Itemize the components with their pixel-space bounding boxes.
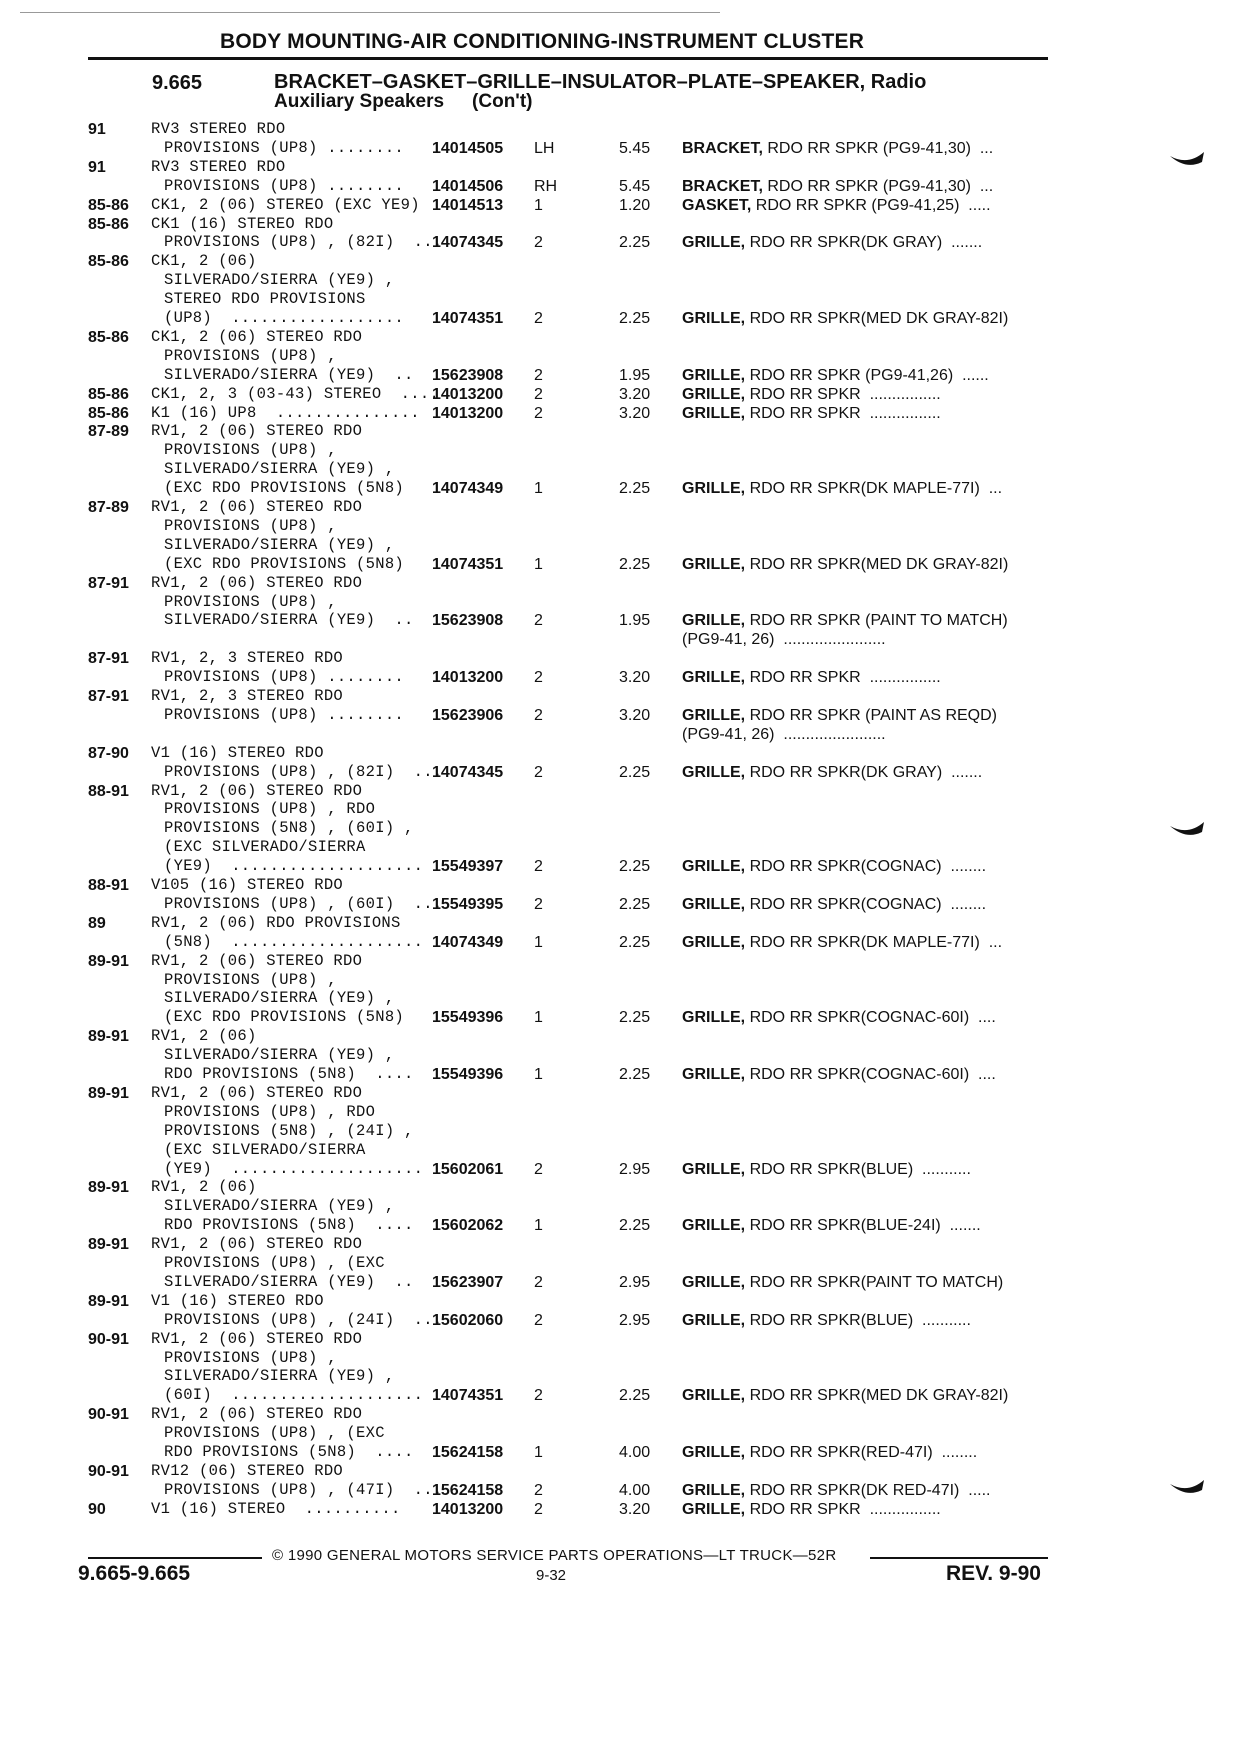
year-cell: 87-89 [88,423,129,441]
quantity-cell: 1 [534,1009,543,1027]
part-description-text: RDO RR SPKR(COGNAC-60I) .... [749,1066,996,1083]
year-cell: 88-91 [88,877,129,894]
part-description-text: RDO RR SPKR(MED DK GRAY-82I) [749,1387,1009,1405]
part-description-text: RDO RR SPKR (PAINT TO MATCH) [749,612,1008,630]
description-cell: RDO PROVISIONS (5N8) .... [164,1065,414,1083]
year-cell: 85-86 [88,385,129,403]
part-number-cell: 14014513 [432,196,504,214]
part-type-label: GRILLE, [682,669,746,687]
part-type-label: GASKET, [682,196,752,214]
part-name-cell [682,385,941,404]
part-description-text: RDO RR SPKR(BLUE) ........... [749,1311,971,1329]
price-cell: 5.45 [619,177,651,195]
part-number-cell: 14074349 [432,933,504,951]
quantity-cell: 2 [534,612,543,630]
description-cell: PROVISIONS (UP8) ........ [164,176,405,195]
page-header: BODY MOUNTING-AIR CONDITIONING-INSTRUMENT CLUSTER [220,30,865,53]
part-name-cell [682,706,997,725]
part-description-text: RDO RR SPKR(RED-47I) ........ [749,1444,978,1461]
page-number: 9-32 [536,1567,567,1584]
description-cell: RV1, 2, 3 STEREO RDO [151,687,344,705]
year-cell: 91 [88,158,106,176]
price-cell: 1.20 [619,196,651,214]
price-cell: 2.25 [619,1217,651,1235]
description-cell: (UP8) .................. [164,309,405,327]
part-type-label: GRILLE, [682,858,746,876]
part-type-label: GRILLE, [682,234,746,252]
year-cell: 89-91 [88,1028,129,1046]
description-cell: (YE9) .................... [164,1159,424,1178]
year-cell: 91 [88,121,106,138]
price-cell: 2.25 [619,310,651,327]
part-name-cell [682,309,1008,328]
part-type-label: GRILLE, [682,310,746,327]
price-cell: 3.20 [619,669,651,687]
description-cell: RV1, 2 (06) STEREO RDO [151,1405,363,1424]
part-type-label: GRILLE, [682,895,746,913]
part-type-label: GRILLE, [682,1160,746,1178]
description-cell: STEREO RDO PROVISIONS [164,290,366,309]
description-cell: RDO PROVISIONS (5N8) .... [164,1216,414,1235]
description-cell: PROVISIONS (UP8) , (82I) ... [164,762,443,781]
description-cell: PROVISIONS (UP8) , RDO [164,800,376,819]
description-cell: V1 (16) STEREO RDO [151,1291,324,1310]
price-cell: 2.95 [619,1160,651,1178]
price-cell: 4.00 [619,1481,651,1499]
price-cell: 2.25 [619,480,651,498]
year-cell: 85-86 [88,253,129,271]
part-description-text: RDO RR SPKR (PG9-41,30) ... [767,177,994,195]
part-name-cell [682,611,1008,630]
part-type-label: GRILLE, [682,933,746,951]
description-cell: K1 (16) UP8 ............... [151,403,420,422]
description-cell: SILVERADO/SIERRA (YE9) , [164,1046,395,1065]
description-cell: SILVERADO/SIERRA (YE9) , [164,1197,395,1216]
year-cell: 85-86 [88,404,129,422]
quantity-cell: 1 [534,1066,543,1083]
quantity-cell: 2 [534,1500,543,1518]
price-cell: 5.45 [619,139,651,157]
description-cell: PROVISIONS (UP8) , [164,592,337,611]
quantity-cell: LH [534,139,555,157]
price-cell: 2.95 [619,1311,651,1329]
part-description-text: RDO RR SPKR(DK GRAY) ....... [749,234,983,252]
quantity-cell: 2 [534,1481,543,1499]
description-cell: V1 (16) STEREO RDO [151,743,324,762]
description-cell: PROVISIONS (5N8) , (60I) , [164,819,414,838]
part-number-cell: 15549396 [432,1009,504,1027]
part-number-cell: 15624158 [432,1481,504,1499]
part-number-cell: 15549395 [432,895,504,913]
price-cell: 4.00 [619,1444,651,1461]
part-number-cell: 15623906 [432,706,504,724]
part-name-cell [682,1443,977,1462]
part-description-text: RDO RR SPKR(COGNAC) ........ [749,858,987,876]
description-cell: PROVISIONS (UP8) , [164,970,337,989]
description-cell: RV3 STEREO RDO [151,157,286,176]
quantity-cell: 1 [534,933,543,951]
part-description-text: RDO RR SPKR(DK MAPLE-77I) ... [749,933,1003,951]
part-type-label: BRACKET, [682,177,763,195]
part-description-text: RDO RR SPKR(DK GRAY) ....... [749,763,983,781]
quantity-cell: 2 [534,385,543,403]
part-type-label: GRILLE, [682,1217,746,1235]
year-cell: 89-91 [88,1292,129,1310]
description-cell: SILVERADO/SIERRA (YE9) , [164,989,395,1008]
part-description-text: RDO RR SPKR(BLUE) ........... [749,1160,971,1178]
part-name-cell [682,1481,990,1500]
footer-rule-right [870,1557,1048,1559]
quantity-cell: 2 [534,669,543,687]
part-name-cell [682,555,1008,574]
quantity-cell: 2 [534,234,543,252]
year-cell: 85-86 [88,328,129,346]
description-cell: (EXC RDO PROVISIONS (5N8) [164,479,405,498]
footer-rule-left [88,1557,262,1559]
description-cell: SILVERADO/SIERRA (YE9) .. [164,611,414,630]
part-name-cell [682,933,1002,952]
part-description-text: RDO RR SPKR (PAINT AS REQD) [749,706,998,724]
price-cell: 1.95 [619,612,651,630]
part-type-label: GRILLE, [682,612,746,630]
year-cell: 87-90 [88,744,129,762]
description-cell: PROVISIONS (UP8) , (EXC [164,1424,385,1443]
part-name-cell [682,404,941,423]
description-cell: (EXC RDO PROVISIONS (5N8) [164,1008,405,1027]
quantity-cell: 2 [534,404,543,422]
part-name-cell [682,857,986,876]
part-name-cell [682,196,991,215]
description-cell: V1 (16) STEREO .......... [151,1499,401,1518]
description-cell: SILVERADO/SIERRA (YE9) .. [164,365,414,384]
section-subtitle-text: Auxiliary Speakers [274,91,445,112]
description-cell: PROVISIONS (UP8) ........ [164,705,405,724]
description-cell: (60I) .................... [164,1386,424,1405]
description-cell: PROVISIONS (UP8) , (24I) ... [164,1310,443,1329]
year-cell: 90-91 [88,1406,129,1424]
part-number-cell: 15602062 [432,1217,504,1235]
part-description-text: RDO RR SPKR(MED DK GRAY-82I) [749,310,1009,327]
year-cell: 90 [88,1500,106,1518]
part-type-label: GRILLE, [682,1009,746,1027]
part-type-label: GRILLE, [682,1273,746,1291]
part-name-cell [682,1311,971,1330]
part-number-cell: 14074345 [432,234,504,252]
part-type-label: GRILLE, [682,385,746,403]
quantity-cell: 1 [534,1444,543,1461]
part-name-cell [682,668,941,687]
quantity-cell: 1 [534,480,543,498]
description-cell: PROVISIONS (UP8) , (82I) ... [164,233,443,252]
quantity-cell: 2 [534,858,543,876]
part-description-text: RDO RR SPKR ................ [749,1500,941,1518]
description-cell: RV1, 2 (06) STEREO RDO [151,498,363,516]
description-cell: RV1, 2 (06) STEREO RDO [151,951,363,970]
part-number-cell: 14014506 [432,177,504,195]
part-name-cell [682,479,1002,498]
description-cell: PROVISIONS (UP8) ........ [164,668,405,687]
price-cell: 2.25 [619,555,651,573]
part-type-label: BRACKET, [682,139,763,157]
quantity-cell: 1 [534,196,543,214]
price-cell: 2.25 [619,234,651,252]
part-number-cell: 14074351 [432,310,504,327]
part-type-label: GRILLE, [682,1444,746,1461]
part-number-cell: 15602060 [432,1311,504,1329]
part-description-text: RDO RR SPKR ................ [749,404,941,422]
part-description-text: RDO RR SPKR(DK RED-47I) ..... [749,1481,991,1499]
description-cell: PROVISIONS (5N8) , (24I) , [164,1121,414,1140]
description-cell: RV1, 2 (06) STEREO RDO [151,422,363,441]
description-cell: RV1, 2 (06) RDO PROVISIONS [151,913,401,932]
quantity-cell: 1 [534,555,543,573]
price-cell: 2.25 [619,763,651,781]
revision-label: REV. 9-90 [946,1562,1041,1585]
part-name-cell [682,233,982,252]
description-cell: PROVISIONS (UP8) ........ [164,138,405,157]
part-name-cell [682,1500,941,1519]
section-number: 9.665 [152,72,203,94]
quantity-cell: 2 [534,1387,543,1405]
description-cell: PROVISIONS (UP8) , (60I) ... [164,894,443,913]
part-name-cell [682,139,993,158]
description-cell: SILVERADO/SIERRA (YE9) .. [164,1272,414,1291]
price-cell: 2.25 [619,1009,651,1027]
quantity-cell: 1 [534,1217,543,1235]
part-description-text: (PG9-41, 26) ....................... [682,631,886,649]
description-cell: RV12 (06) STEREO RDO [151,1461,344,1480]
part-description-text: RDO RR SPKR(COGNAC-60I) .... [749,1009,996,1027]
quantity-cell: 2 [534,706,543,724]
part-description-text: (PG9-41, 26) ....................... [682,725,886,743]
part-type-label: GRILLE, [682,480,746,498]
price-cell: 2.25 [619,1066,651,1083]
description-cell: RV1, 2, 3 STEREO RDO [151,649,344,668]
quantity-cell: 2 [534,310,543,327]
quantity-cell: 2 [534,1273,543,1291]
copyright-notice: © 1990 GENERAL MOTORS SERVICE PARTS OPERATIONS—LT TRUCK—52R [272,1547,837,1564]
description-cell: RV1, 2 (06) STEREO RDO [151,1235,363,1254]
description-cell: SILVERADO/SIERRA (YE9) , [164,535,395,554]
price-cell: 3.20 [619,706,651,724]
part-number-cell: 14014505 [432,139,504,157]
price-cell: 2.25 [619,933,651,951]
part-name-cell [682,630,886,649]
part-type-label: GRILLE, [682,1387,746,1405]
description-cell: SILVERADO/SIERRA (YE9) , [164,271,395,290]
part-description-text: RDO RR SPKR (PG9-41,25) ..... [755,196,991,214]
price-cell: 2.25 [619,858,651,876]
description-cell: CK1, 2 (06) STEREO (EXC YE9) [151,195,420,214]
part-number-cell: 14013200 [432,404,504,422]
part-number-cell: 15623908 [432,366,504,384]
year-cell: 87-91 [88,688,129,705]
year-cell: 85-86 [88,215,129,233]
year-cell: 89-91 [88,1179,129,1197]
year-cell: 87-89 [88,499,129,516]
description-cell: SILVERADO/SIERRA (YE9) , [164,1367,395,1386]
description-cell: RV1, 2 (06) [151,1178,257,1197]
part-description-text: RDO RR SPKR (PG9-41,26) ...... [749,366,989,384]
part-description-text: RDO RR SPKR(COGNAC) ........ [749,895,987,913]
description-cell: (EXC RDO PROVISIONS (5N8) [164,554,405,573]
section-range: 9.665-9.665 [78,1562,191,1585]
description-cell: CK1, 2 (06) STEREO RDO [151,327,363,346]
price-cell: 2.95 [619,1273,651,1291]
part-type-label: GRILLE, [682,555,746,573]
year-cell: 85-86 [88,196,129,214]
year-cell: 87-91 [88,574,129,592]
description-cell: RV3 STEREO RDO [151,120,286,138]
part-type-label: GRILLE, [682,404,746,422]
part-type-label: GRILLE, [682,1311,746,1329]
description-cell: RV1, 2 (06) STEREO RDO [151,781,363,800]
description-cell: RV1, 2 (06) STEREO RDO [151,1083,363,1102]
part-number-cell: 14013200 [432,385,504,403]
description-cell: PROVISIONS (UP8) , [164,516,337,535]
year-cell: 88-91 [88,782,129,800]
part-name-cell [682,1160,971,1179]
year-cell: 89-91 [88,1236,129,1254]
part-number-cell: 14013200 [432,1500,504,1518]
description-cell: RDO PROVISIONS (5N8) .... [164,1443,414,1461]
description-cell: PROVISIONS (UP8) , RDO [164,1102,376,1121]
description-cell: SILVERADO/SIERRA (YE9) , [164,460,395,479]
part-type-label: GRILLE, [682,1066,746,1083]
part-name-cell [682,177,993,196]
description-cell: (YE9) .................... [164,857,424,876]
part-number-cell: 14013200 [432,669,504,687]
part-name-cell [682,1008,996,1027]
part-type-label: GRILLE, [682,763,746,781]
part-name-cell [682,763,982,782]
part-number-cell: 14074349 [432,480,504,498]
description-cell: PROVISIONS (UP8) , [164,346,337,365]
part-description-text: RDO RR SPKR(BLUE-24I) ....... [749,1217,981,1235]
part-name-cell [682,1386,1008,1405]
description-cell: (EXC SILVERADO/SIERRA [164,1140,366,1159]
part-name-cell [682,366,989,385]
part-type-label: GRILLE, [682,706,746,724]
part-name-cell [682,725,886,744]
description-cell: (5N8) .................... [164,932,424,951]
section-continued: (Con't) [472,91,533,112]
year-cell: 90-91 [88,1462,129,1480]
part-number-cell: 15549397 [432,858,504,876]
description-cell: CK1, 2, 3 (03-43) STEREO .... [151,384,440,403]
quantity-cell: 2 [534,763,543,781]
description-cell: CK1, 2 (06) [151,252,257,271]
part-description-text: RDO RR SPKR(MED DK GRAY-82I) [749,555,1009,573]
part-number-cell: 14074351 [432,555,504,573]
part-name-cell [682,1216,981,1235]
section-title: BRACKET–GASKET–GRILLE–INSULATOR–PLATE–SPEAKER, Radio [274,71,927,93]
description-cell: PROVISIONS (UP8) , [164,1348,337,1367]
price-cell: 1.95 [619,366,651,384]
part-number-cell: 15623908 [432,612,504,630]
part-name-cell [682,1273,1003,1292]
quantity-cell: 2 [534,1311,543,1329]
price-cell: 2.25 [619,1387,651,1405]
quantity-cell: 2 [534,366,543,384]
part-number-cell: 15623907 [432,1273,504,1291]
description-cell: RV1, 2 (06) STEREO RDO [151,1329,363,1348]
description-cell: RV1, 2 (06) STEREO RDO [151,573,363,592]
price-cell: 3.20 [619,385,651,403]
quantity-cell: RH [534,177,558,195]
part-number-cell: 15624158 [432,1444,504,1461]
part-description-text: RDO RR SPKR(DK MAPLE-77I) ... [749,480,1003,498]
year-cell: 89-91 [88,952,129,970]
price-cell: 3.20 [619,404,651,422]
part-name-cell [682,895,986,914]
description-cell: PROVISIONS (UP8) , [164,441,337,460]
description-cell: V105 (16) STEREO RDO [151,876,344,894]
part-number-cell: 15602061 [432,1160,504,1178]
price-cell: 2.25 [619,895,651,913]
quantity-cell: 2 [534,895,543,913]
part-number-cell: 14074351 [432,1387,504,1405]
part-description-text: RDO RR SPKR(PAINT TO MATCH) [749,1273,1004,1291]
part-type-label: GRILLE, [682,1500,746,1518]
description-cell: PROVISIONS (UP8) , (47I) ... [164,1480,443,1499]
description-cell: (EXC SILVERADO/SIERRA [164,838,366,857]
part-type-label: GRILLE, [682,1481,746,1499]
part-number-cell: 14074345 [432,763,504,781]
price-cell: 3.20 [619,1500,651,1518]
description-cell: PROVISIONS (UP8) , (EXC [164,1254,385,1272]
part-name-cell [682,1065,996,1084]
part-description-text: RDO RR SPKR ................ [749,385,941,403]
year-cell: 90-91 [88,1330,129,1348]
year-cell: 89 [88,914,106,932]
description-cell: CK1 (16) STEREO RDO [151,214,334,233]
quantity-cell: 2 [534,1160,543,1178]
part-number-cell: 15549396 [432,1066,504,1083]
part-type-label: GRILLE, [682,366,746,384]
part-description-text: RDO RR SPKR (PG9-41,30) ... [767,139,994,157]
year-cell: 87-91 [88,650,129,668]
year-cell: 89-91 [88,1084,129,1102]
part-description-text: RDO RR SPKR ................ [749,669,941,687]
description-cell: RV1, 2 (06) [151,1027,257,1046]
